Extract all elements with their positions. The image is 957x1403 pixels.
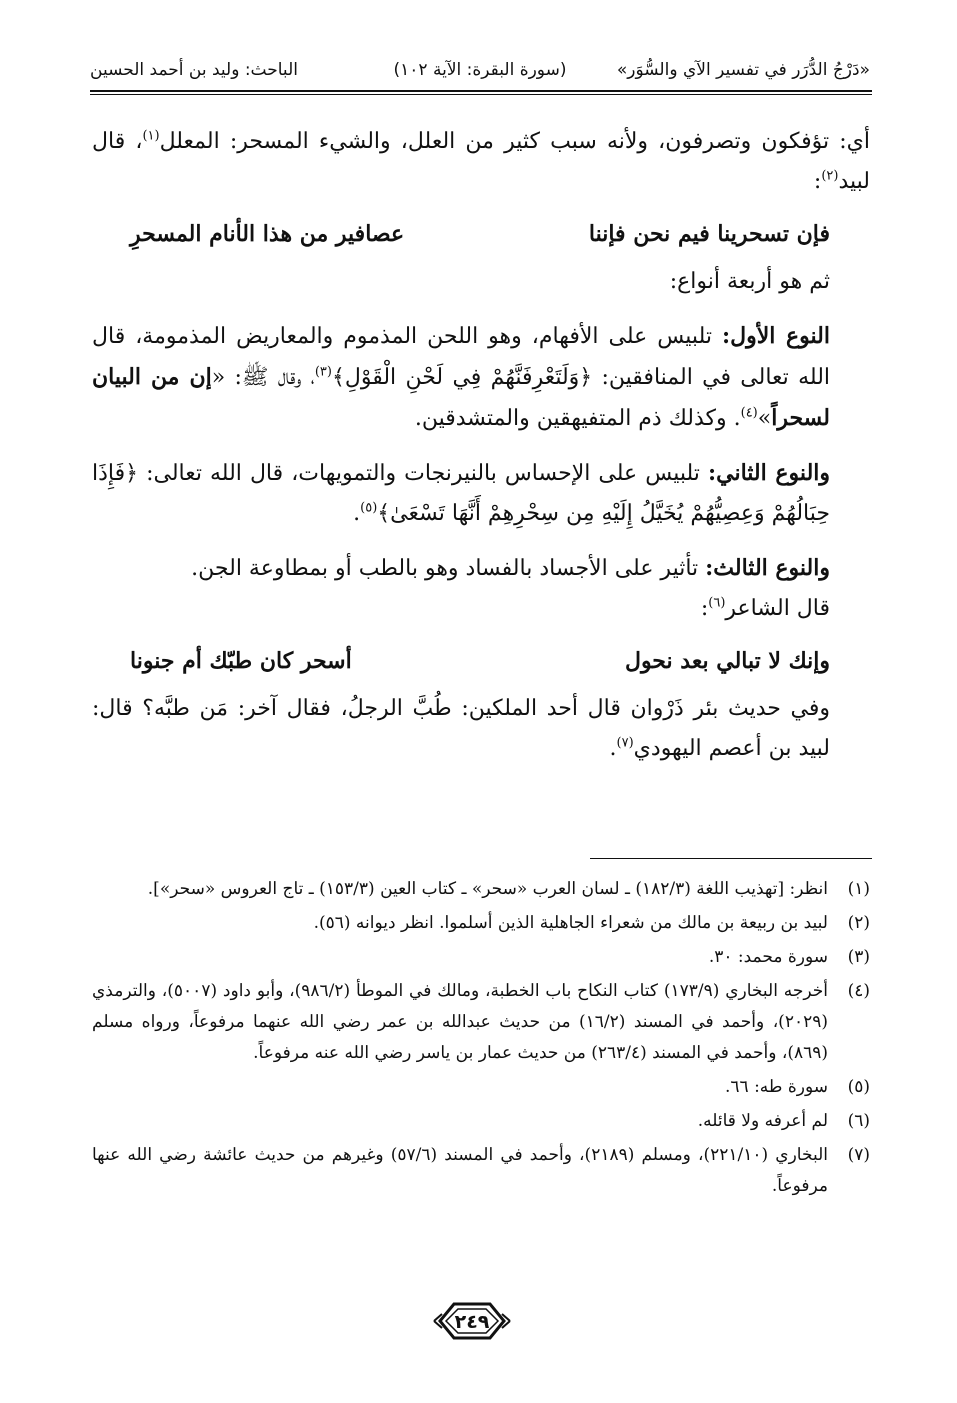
paragraph-hadith <box>92 689 870 769</box>
type-2-text: تلبيس على الإحساس بالنيرنجات والتمويهات، قال الله تعالى: ﴿فَإِذَا حِبَالُهُمْ وَعِصِيُّهُمْ يُخَيَّلُ إِلَيْهِ مِن سِحْرِهِمْ أَنَّهَا تَسْعَىٰ﴾ <box>92 461 830 526</box>
type-2-text-2: . <box>353 501 361 526</box>
footnote-text: البخاري (٢٢١/١٠)، ومسلم (٢١٨٩)، وأحمد في المسند (٥٧/٦) وغيرهم من حديث عائشة رضي الله عنها مرفوعاً. <box>92 1145 828 1196</box>
header-rule-thin <box>90 94 872 95</box>
footnote-text: لم أعرفه ولا قائله. <box>697 1111 828 1131</box>
header-rule <box>90 90 872 92</box>
verse-2-hemistich-2: أسحر كان طبّك أم جنونا <box>130 648 352 674</box>
paragraph-type-1 <box>92 316 870 439</box>
footnote-number: (٧) <box>847 1145 870 1165</box>
footnote-item <box>92 942 870 973</box>
footnote-ref-5[interactable]: (٥) <box>360 500 378 516</box>
verse-2-hemistich-1: وإنك لا تبالي بعد نحول <box>624 648 830 674</box>
type-1-text-2: ، وقال ﷺ: « <box>211 365 315 390</box>
footnote-ref-3[interactable]: (٣) <box>314 364 332 380</box>
header-section: (سورة البقرة: الآية ١٠٢) <box>393 60 567 80</box>
footnote-number: (٥) <box>847 1077 870 1097</box>
page-number-ornament <box>432 1296 512 1346</box>
verse-1-hemistich-1: فإن تسحرينا فيم نحن فإننا <box>588 221 830 247</box>
main-text <box>92 122 870 769</box>
ornament-frame-icon <box>432 1296 512 1346</box>
footnote-text: أخرجه البخاري (١٧٣/٩) كتاب النكاح باب الخطبة، ومالك في الموطأ (٩٨٦/٢)، وأبو داود (٥٠٠٧)، والترمذي (٢٠٢٩)، وأحمد في المسند (١٦/٢) من حديث عبدالله بن عمر رضي الله عنهما مرفوعاً، ورواه مسلم (٨٦٩)، وأحمد في المسند (٢٦٣/٤) من حديث عمار بن ياسر رضي الله عنه مرفوعاً. <box>92 981 828 1063</box>
paragraph-types-intro: ثم هو أربعة أنواع: <box>669 269 830 294</box>
footnote-item <box>92 1072 870 1103</box>
footnote-ref-1[interactable]: (١) <box>142 128 160 144</box>
footnotes <box>92 874 870 1205</box>
hadith-quote: إن من البيان لسحراً <box>92 364 830 431</box>
footnote-ref-2[interactable]: (٢) <box>821 168 839 184</box>
footnote-number: (١) <box>847 879 870 899</box>
footnote-number: (٣) <box>847 947 870 967</box>
footnote-item <box>92 908 870 939</box>
footnote-ref-6[interactable]: (٦) <box>708 595 726 611</box>
type-1-label: النوع الأول: <box>721 323 830 349</box>
footnote-text: سورة طه: ٦٦. <box>725 1077 828 1097</box>
header-author: الباحث: وليد بن أحمد الحسين <box>90 60 298 80</box>
footnote-number: (٢) <box>847 913 870 933</box>
type-1-text: تلبيس على الأفهام، وهو اللحن المذموم والمعاريض المذمومة، قال الله تعالى في المنافقين: ﴿وَلَتَعْرِفَنَّهُمْ فِي لَحْنِ الْقَوْلِ﴾ <box>92 324 831 390</box>
type-2-label: والنوع الثاني: <box>707 460 831 486</box>
footnote-item <box>92 976 870 1069</box>
footnote-text: سورة محمد: ٣٠. <box>708 947 828 967</box>
intro-text-3: ، قال لبيد <box>92 129 870 194</box>
footnote-item <box>92 1140 870 1202</box>
running-header <box>90 60 870 88</box>
footnote-ref-7[interactable]: (٧) <box>616 735 634 751</box>
type-3-text: تأثير على الأجساد بالفساد وهو بالطب أو بمطاوعة الجن. <box>191 556 699 581</box>
header-book-title: «دَرْجُ الدُّرَر في تفسير الآي والسُّوَر» <box>616 60 870 80</box>
poem-verse-1 <box>130 214 870 254</box>
paragraph-intro <box>92 122 870 202</box>
type-1-text-3: » <box>757 406 772 431</box>
poem-verse-2 <box>130 641 870 681</box>
type-1-text-4: . وكذلك ذم المتفيهقين والمتشدقين. <box>414 406 741 431</box>
intro-colon: : <box>813 169 822 194</box>
paragraph-type-2 <box>92 453 870 534</box>
footnote-item <box>92 1106 870 1137</box>
poet-colon: : <box>700 596 709 621</box>
hadith-text: وفي حديث بئر ذَرْوان قال أحد الملكين: طُبَّ الرجلُ، فقال آخر: مَن طبَّه؟ قال: لبيد بن أعصم اليهودي <box>92 696 830 761</box>
footnote-text: لبيد بن ربيعة بن مالك من شعراء الجاهلية الذين أسلموا. انظر ديوانه (٥٦). <box>313 913 828 933</box>
footnote-separator <box>590 858 872 859</box>
footnote-ref-4[interactable]: (٤) <box>740 405 758 421</box>
footnote-number: (٦) <box>847 1111 870 1131</box>
footnote-item <box>92 874 870 905</box>
intro-text: أي: تؤفكون وتصرفون، ولأنه سبب كثير من العلل، والشيء المسحر: <box>229 129 870 154</box>
type-3-label: والنوع الثالث: <box>705 555 830 581</box>
paragraph-poet <box>92 589 870 629</box>
poet-text: قال الشاعر <box>725 596 830 621</box>
page-number: ٢٤٩ <box>454 1311 490 1333</box>
intro-text-2: المعلل <box>159 129 220 154</box>
verse-1-hemistich-2: عصافير من هذا الأنام المسحرِ <box>130 221 405 247</box>
hadith-period: . <box>609 736 617 761</box>
footnote-text: انظر: [تهذيب اللغة (١٨٢/٣) ـ لسان العرب «سحر» ـ كتاب العين (١٥٣/٣) ـ تاج العروس «سحر»]. <box>147 879 828 899</box>
paragraph-type-3 <box>92 548 870 589</box>
footnote-number: (٤) <box>847 981 870 1001</box>
